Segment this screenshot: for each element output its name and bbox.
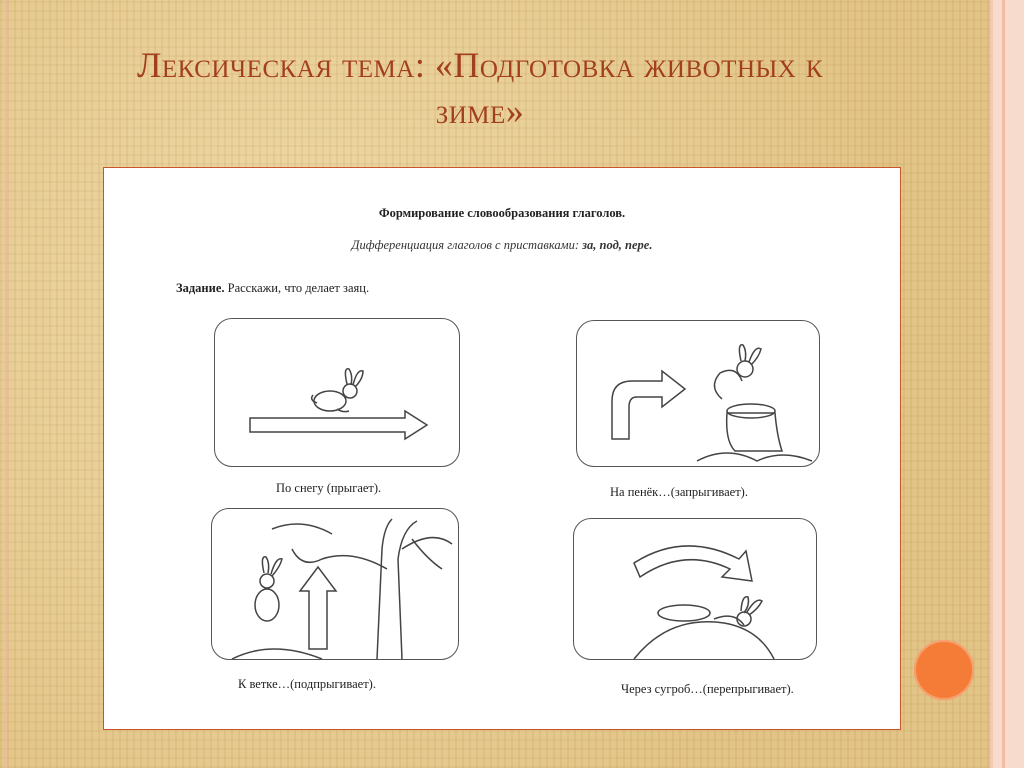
panel-jumps-over-snowdrift (573, 518, 817, 660)
subheading-prefixes: за, под, пере. (582, 238, 653, 252)
hare-snowdrift-illustration (574, 519, 816, 659)
worksheet-subheading (104, 238, 900, 253)
caption-panel-4: Через сугроб…(перепрыгивает). (621, 682, 794, 696)
caption-panel-1: По снегу (прыгает). (276, 481, 382, 495)
task-text: Расскажи, что делает заяц. (227, 281, 370, 295)
accent-circle (914, 640, 974, 700)
decorative-stripes (990, 0, 1024, 768)
caption-panel-3: К ветке…(подпрыгивает). (238, 677, 376, 691)
slide-title: Лексическая тема: «Подготовка животных к зиме» (136, 45, 824, 131)
panel-hops-on-snow (214, 318, 460, 467)
hare-arrow-illustration (215, 319, 459, 466)
task-label: Задание. (176, 281, 225, 295)
worksheet-image (103, 167, 901, 730)
task-line (176, 281, 369, 296)
worksheet-heading: Формирование словообразования глаголов. (378, 206, 626, 220)
hare-stump-illustration (577, 321, 819, 466)
hare-tree-illustration (212, 509, 458, 659)
subheading-text: Дифференциация глаголов с приставками: (351, 238, 580, 252)
panel-jumps-onto-stump (576, 320, 820, 467)
panel-jumps-up-to-branch (211, 508, 459, 660)
caption-panel-2: На пенёк…(запрыгивает). (610, 485, 748, 499)
